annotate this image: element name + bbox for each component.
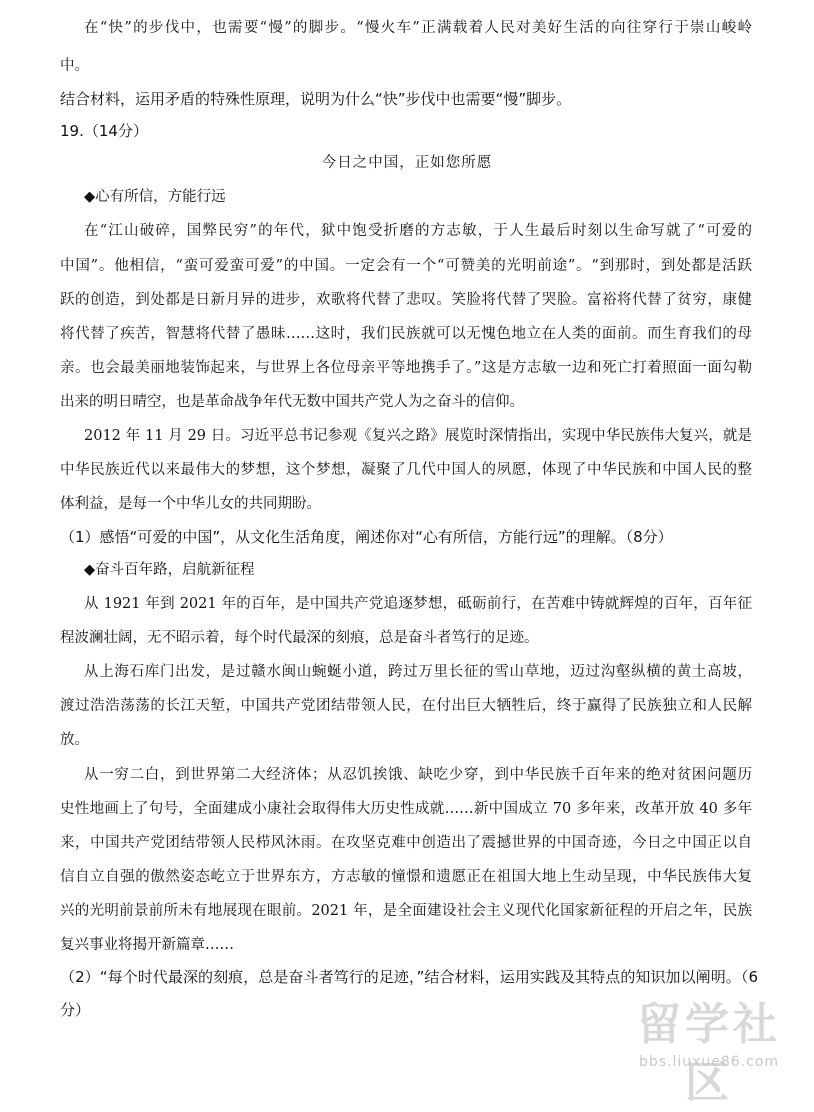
text-line: 信自立自强的傲然姿态屹立于世界东方，方志敏的憧憬和遗愿正在祖国大地上生动呈现，中华民族伟大复 (60, 869, 752, 885)
watermark-brand: 留学社区 (637, 999, 781, 1108)
sub-question-1: （1）感悟“可爱的中国”，从文化生活角度，阐述你对“心有所信，方能行远”的理解。（8分） (60, 528, 673, 546)
site-watermark (614, 996, 804, 1108)
text-line: 兴的光明前景前所未有地展现在眼前。2021 年，是全面建设社会主义现代化国家新征程的开启之年，民族 (60, 903, 752, 919)
text-line: 中。 (60, 58, 89, 74)
question-number: 19.（14分） (60, 122, 148, 140)
text-line: 将代替了疾苦，智慧将代替了愚昧……这时，我们民族就可以无愧色地立在人类的面前。而生育我们的母 (60, 326, 752, 342)
sub-question-2-cont: 分） (60, 1001, 91, 1019)
watermark-url: bbs.liuxue86.com (638, 1054, 780, 1070)
section-heading: ◆奋斗百年路，启航新征程 (84, 562, 255, 578)
text-line: 在“江山破碎，国弊民穷”的年代，狱中饱受折磨的方志敏，于人生最后时刻以生命写就了“可爱的 (84, 223, 752, 239)
text-line: 2012 年 11 月 29 日。习近平总书记参观《复兴之路》展览时深情指出，实现中华民族伟大复兴，就是 (84, 428, 752, 444)
text-line: 从一穷二白，到世界第二大经济体；从忍饥挨饿、缺吃少穿，到中华民族千百年来的绝对贫困问题历 (84, 767, 752, 783)
section-heading: ◆心有所信，方能行远 (84, 189, 226, 205)
text-line: 中华民族近代以来最伟大的梦想，这个梦想，凝聚了几代中国人的夙愿，体现了中华民族和中国人民的整 (60, 462, 752, 478)
article-title: 今日之中国，正如您所愿 (321, 155, 493, 171)
text-line: 从 1921 年到 2021 年的百年，是中国共产党追逐梦想，砥砺前行，在苦难中铸就辉煌的百年，百年征 (84, 596, 752, 612)
text-line: 来，中国共产党团结带领人民栉风沐雨。在攻坚克难中创造出了震撼世界的中国奇迹，今日之中国正以自 (60, 835, 752, 851)
text-line: 体利益，是每一个中华儿女的共同期盼。 (60, 496, 321, 512)
question-prompt: 结合材料，运用矛盾的特殊性原理，说明为什么“快”步伐中也需要“慢”脚步。 (60, 90, 572, 108)
text-line: 渡过浩浩荡荡的长江天堑，中国共产党团结带领人民，在付出巨大牺牲后，终于赢得了民族独立和人民解 (60, 698, 752, 714)
text-line: 史性地画上了句号，全面建成小康社会取得伟大历史性成就……新中国成立 70 多年来，改革开放 40 多年 (60, 801, 752, 817)
text-line: 复兴事业将揭开新篇章…… (60, 937, 234, 953)
text-line: 跃的创造，到处都是日新月异的进步，欢歌将代替了悲叹。笑脸将代替了哭脸。富裕将代替了贫穷，康健 (60, 292, 752, 308)
text-line: 放。 (60, 732, 89, 748)
text-line: 亲。也会最美丽地装饰起来，与世界上各位母亲平等地携手了。”这是方志敏一边和死亡打着照面一面勾勒 (60, 360, 752, 376)
text-line: 在“快”的步伐中，也需要“慢”的脚步。“慢火车”正满载着人民对美好生活的向往穿行于崇山峻岭 (84, 20, 752, 36)
text-line: 出来的明日晴空，也是革命战争年代无数中国共产党人为之奋斗的信仰。 (60, 394, 524, 410)
text-line: 从上海石库门出发，是过赣水闽山蜿蜒小道，跨过万里长征的雪山草地，迈过沟壑纵横的黄土高坡， (84, 664, 752, 680)
sub-question-2: （2）“每个时代最深的刻痕，总是奋斗者笃行的足迹，”结合材料，运用实践及其特点的知识加以阐明。（6 (60, 968, 758, 986)
text-line: 程波澜壮阔，无不昭示着，每个时代最深的刻痕，总是奋斗者笃行的足迹。 (60, 630, 539, 646)
text-line: 中国”。他相信，“蛮可爱蛮可爱”的中国。一定会有一个“可赞美的光明前途”。“到那时，到处都是活跃 (60, 258, 752, 274)
